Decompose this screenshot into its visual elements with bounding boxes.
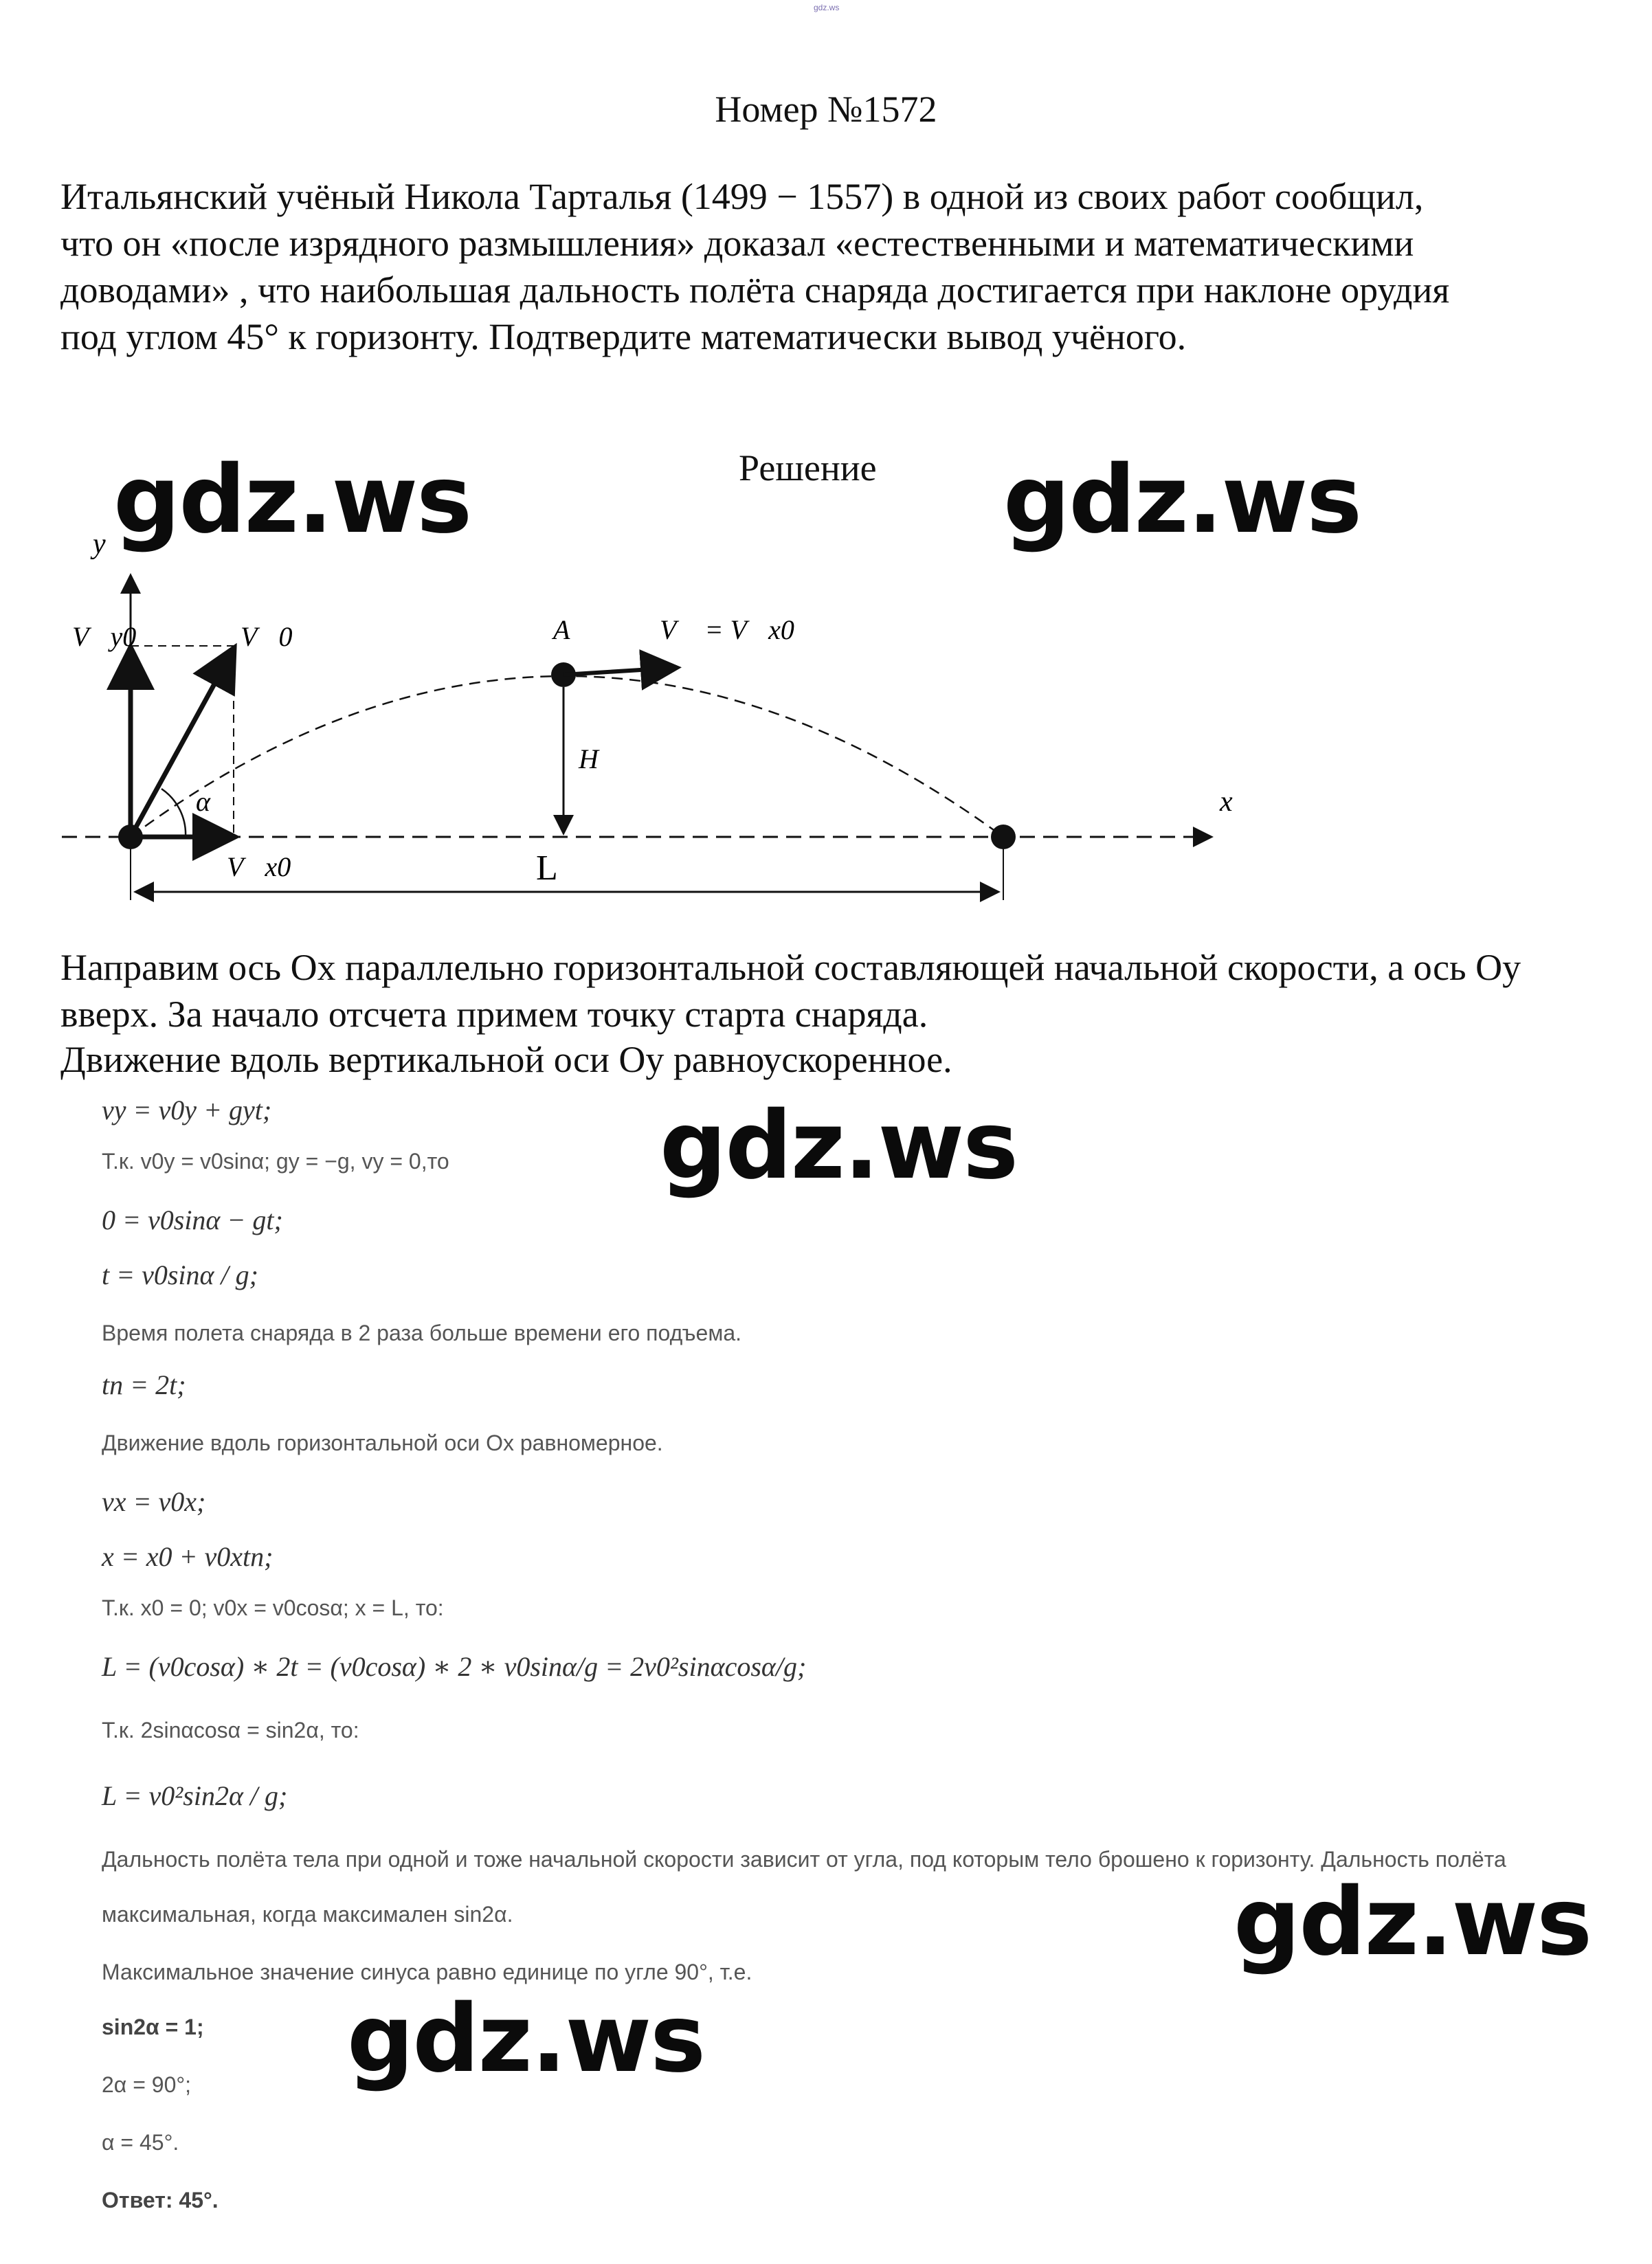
explanation-vertical: Движение вдоль вертикальной оси Оу равноускоренное. <box>60 1039 952 1080</box>
solution-line: x = x0 + v0xtп; <box>102 1541 274 1572</box>
height-label: H <box>579 743 599 774</box>
point-a-label: A <box>553 614 570 645</box>
v-label: V⃗ = V⃗x0 <box>660 614 794 645</box>
watermark-2: gdz.ws <box>1003 446 1361 554</box>
solution-heading: Решение <box>739 447 877 489</box>
solution-line: максимальная, когда максимален sin2α. <box>102 1902 513 1927</box>
explanation-axes: Направим ось Ох параллельно горизонтальной составляющей начальной скорости, а ось Оу вверх. За начало отсчета примем точку старта снаряда. <box>60 947 1521 1035</box>
solution-line: α = 45°. <box>102 2130 179 2155</box>
solution-line: tп = 2t; <box>102 1369 186 1400</box>
top-watermark: gdz.ws <box>814 3 840 12</box>
solution-line: Движение вдоль горизонтальной оси Ox равномерное. <box>102 1431 663 1455</box>
solution-line: Т.к. x0 = 0; v0x = v0cosα; x = L, то: <box>102 1595 444 1620</box>
vy0-label: V⃗y0 <box>72 621 137 652</box>
watermark-5: gdz.ws <box>347 1985 705 2094</box>
solution-line: vy = v0y + gyt; <box>102 1095 272 1125</box>
solution-line: Дальность полёта тела при одной и тоже начальной скорости зависит от угла, под которым тело брошено к горизонту. Дальность полёта <box>102 1847 1506 1872</box>
solution-line: Время полета снаряда в 2 раза больше времени его подъема. <box>102 1321 742 1345</box>
page-title: Номер №1572 <box>715 89 937 130</box>
trajectory-diagram <box>41 522 1278 921</box>
watermark-3: gdz.ws <box>660 1092 1018 1200</box>
solution-line: Т.к. v0y = v0sinα; gy = −g, vy = 0,то <box>102 1149 449 1174</box>
solution-line: sin2α = 1; <box>102 2015 204 2039</box>
watermark-1: gdz.ws <box>113 446 471 554</box>
x-axis-label: x <box>1220 786 1233 818</box>
range-label: L <box>536 849 558 888</box>
v0-label: V⃗0 <box>241 621 293 652</box>
v0-vector <box>131 651 232 837</box>
alpha-label: α <box>196 786 210 817</box>
vx0-label: V⃗x0 <box>227 851 291 882</box>
solution-line: L = (v0cosα) ∗ 2t = (v0cosα) ∗ 2 ∗ v0sinα/g = 2v0²sinαcosα/g; <box>102 1651 807 1682</box>
solution-line: vx = v0x; <box>102 1486 206 1517</box>
watermark-4: gdz.ws <box>1234 1868 1592 1977</box>
solution-line: Т.к. 2sinαcosα = sin2α, то: <box>102 1718 359 1742</box>
answer: Ответ: 45°. <box>102 2188 219 2212</box>
solution-line: L = v0²sin2α / g; <box>102 1780 288 1811</box>
trajectory-curve <box>131 676 1003 837</box>
v-vector <box>563 668 673 675</box>
solution-line: 2α = 90°; <box>102 2072 192 2097</box>
solution-line: 0 = v0sinα − gt; <box>102 1204 283 1235</box>
solution-line: t = v0sinα / g; <box>102 1259 258 1290</box>
solution-line: Максимальное значение синуса равно единице по угле 90°, т.е. <box>102 1960 752 1984</box>
y-axis-label: y <box>93 528 106 560</box>
problem-text: Итальянский учёный Никола Тарталья (1499 − 1557) в одной из своих работ сообщил, что он «после изрядного размышления» доказал «естественными и математическими доводами» , что наибольшая дальность полёта снаряда достигается при наклоне орудия под углом 45° к горизонту. Подтвердите математически вывод учёного. <box>60 176 1450 357</box>
